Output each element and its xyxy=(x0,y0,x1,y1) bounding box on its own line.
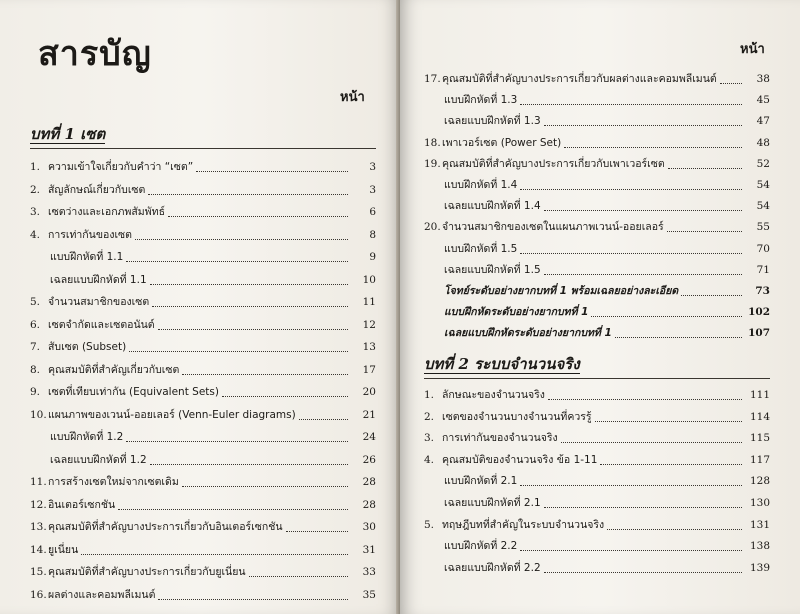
toc-entry xyxy=(30,338,376,361)
toc-entry xyxy=(424,559,770,581)
toc-entry-page: 21 xyxy=(362,408,376,421)
dot-leader xyxy=(600,464,742,465)
toc-entry-number: 4. xyxy=(424,453,435,466)
toc-entry xyxy=(424,303,770,324)
toc-entry-page: 31 xyxy=(362,543,376,556)
toc-entry-page: 139 xyxy=(749,561,770,574)
dot-leader xyxy=(196,171,348,172)
dot-leader xyxy=(148,194,348,195)
toc-entry-title: เฉลยแบบฝึกหัดที่ 1.5 xyxy=(444,263,541,276)
dot-leader xyxy=(668,168,742,169)
dot-leader xyxy=(595,421,742,422)
toc-entry-page: 30 xyxy=(362,521,376,533)
toc-entry-page: 115 xyxy=(749,432,770,445)
toc-entry xyxy=(424,494,770,516)
dot-leader xyxy=(520,104,742,105)
dot-leader xyxy=(129,351,348,352)
toc-entry-title: คุณสมบัติที่สำคัญบางประการเกี่ยวกับเพาเวอร์เซต xyxy=(442,157,665,170)
toc-entry-page: 28 xyxy=(362,498,376,511)
toc-entry-page: 6 xyxy=(369,206,376,218)
chapter-1-rule xyxy=(30,148,376,149)
dot-leader xyxy=(126,261,348,262)
toc-entry xyxy=(424,240,770,261)
toc-entry xyxy=(30,316,376,339)
dot-leader xyxy=(544,210,742,211)
toc-entry xyxy=(424,516,770,538)
toc-entry-title: แผนภาพของเวนน์-ออยเลอร์ (Venn-Euler diagrams) xyxy=(48,408,296,421)
toc-entry-page: 130 xyxy=(749,496,770,509)
toc-entry-title: โจทย์ระดับอย่างยากบทที่ 1 พร้อมเฉลยอย่างละเอียด xyxy=(444,284,679,297)
toc-entry-page: 10 xyxy=(362,273,376,286)
dot-leader xyxy=(591,316,742,317)
toc-entry-page: 55 xyxy=(756,221,770,234)
toc-entry-title: การเท่ากันของเซต xyxy=(48,228,132,241)
dot-leader xyxy=(286,531,348,532)
toc-entry xyxy=(424,218,770,239)
toc-entry-title: คุณสมบัติของจำนวนจริง ข้อ 1-11 xyxy=(442,453,598,466)
toc-entry-number: 6. xyxy=(30,318,41,331)
toc-entry-page: 8 xyxy=(369,228,376,241)
toc-entry-number: 1. xyxy=(424,389,435,401)
toc-entry-title: ทฤษฎีบทที่สำคัญในระบบจำนวนจริง xyxy=(442,518,605,531)
toc-entry-page: 33 xyxy=(362,566,376,578)
toc-entry-page: 20 xyxy=(362,386,376,398)
toc-title: สารบัญ xyxy=(38,34,152,74)
toc-entry xyxy=(30,271,376,294)
toc-entry-number: 14. xyxy=(30,543,47,556)
toc-entry xyxy=(424,282,770,303)
toc-entry-page: 48 xyxy=(756,136,770,149)
toc-entry-page: 35 xyxy=(362,588,376,601)
toc-entry-title: แบบฝึกหัดระดับอย่างยากบทที่ 1 xyxy=(444,306,589,319)
toc-entry-number: 10. xyxy=(30,408,47,421)
toc-entry xyxy=(30,496,376,519)
toc-entry-title: การสร้างเซตใหม่จากเซตเดิม xyxy=(48,476,179,488)
toc-entry-page: 138 xyxy=(749,540,770,553)
toc-entry-title: เฉลยแบบฝึกหัดที่ 1.1 xyxy=(50,273,147,286)
toc-entry-number: 5. xyxy=(424,518,435,531)
toc-entry-title: เฉลยแบบฝึกหัดระดับอย่างยากบทที่ 1 xyxy=(444,327,612,340)
toc-entry xyxy=(30,541,376,564)
toc-entry-number: 11. xyxy=(30,476,47,488)
dot-leader xyxy=(249,576,348,577)
toc-entry-page: 3 xyxy=(369,161,376,173)
dot-leader xyxy=(126,441,348,442)
dot-leader xyxy=(720,83,742,84)
dot-leader xyxy=(544,572,742,573)
chapter-2-rule xyxy=(424,378,770,379)
toc-entry xyxy=(424,324,770,345)
toc-entry-page: 114 xyxy=(749,410,770,423)
toc-entry-page: 24 xyxy=(362,431,376,443)
dot-leader xyxy=(299,419,348,420)
toc-entry-title: สับเซต (Subset) xyxy=(48,341,127,353)
toc-entry xyxy=(30,248,376,271)
dot-leader xyxy=(544,125,742,126)
toc-entry-title: ลักษณะของจำนวนจริง xyxy=(442,389,545,401)
toc-entry xyxy=(424,91,770,112)
toc-entry-number: 7. xyxy=(30,341,41,353)
chapter-2-heading: บทที่ 2 ระบบจำนวนจริง xyxy=(424,355,580,373)
toc-entry-page: 3 xyxy=(369,183,376,196)
dot-leader xyxy=(544,507,742,508)
toc-entry-page: 71 xyxy=(756,263,770,276)
toc-entry xyxy=(424,261,770,282)
toc-entry-title: เฉลยแบบฝึกหัดที่ 2.2 xyxy=(444,561,541,574)
toc-entry xyxy=(30,518,376,541)
toc-entry-title: แบบฝึกหัดที่ 1.4 xyxy=(444,178,518,191)
dot-leader xyxy=(150,284,348,285)
toc-entry-title: อินเตอร์เซกชัน xyxy=(48,498,116,511)
dot-leader xyxy=(81,554,348,555)
toc-entry xyxy=(424,70,770,91)
toc-entry-page: 28 xyxy=(362,476,376,488)
toc-entry-number: 17. xyxy=(424,73,441,85)
toc-entry-page: 107 xyxy=(748,327,770,340)
toc-entry-page: 117 xyxy=(749,453,770,466)
toc-entry-title: สัญลักษณ์เกี่ยวกับเซต xyxy=(48,183,146,196)
dot-leader xyxy=(222,396,348,397)
toc-entry xyxy=(424,429,770,451)
toc-entry-page: 131 xyxy=(749,518,770,531)
toc-entry xyxy=(30,473,376,496)
toc-entry-number: 20. xyxy=(424,221,441,234)
toc-entry xyxy=(30,226,376,249)
page-column-header-right: หน้า xyxy=(740,42,765,57)
toc-entry xyxy=(424,386,770,408)
dot-leader xyxy=(564,147,742,148)
toc-entry-title: คุณสมบัติที่สำคัญบางประการเกี่ยวกับยูเนี่ยน xyxy=(48,566,246,578)
toc-entry-title: เฉลยแบบฝึกหัดที่ 2.1 xyxy=(444,496,541,509)
chapter-1-heading: บทที่ 1 เซต xyxy=(30,125,106,143)
toc-entry xyxy=(424,472,770,494)
toc-entry xyxy=(424,112,770,133)
toc-entry-title: เฉลยแบบฝึกหัดที่ 1.3 xyxy=(444,115,541,128)
toc-entry-title: คุณสมบัติที่สำคัญเกี่ยวกับเซต xyxy=(48,363,180,376)
toc-entry-title: คุณสมบัติที่สำคัญบางประการเกี่ยวกับผลต่างและคอมพลีเมนต์ xyxy=(442,73,717,85)
dot-leader xyxy=(135,239,348,240)
toc-entry-title: แบบฝึกหัดที่ 1.3 xyxy=(444,94,518,107)
toc-entry-page: 26 xyxy=(362,453,376,466)
toc-entry-number: 3. xyxy=(30,206,41,218)
dot-leader xyxy=(168,216,348,217)
toc-entry xyxy=(424,134,770,155)
toc-entry-number: 16. xyxy=(30,588,47,601)
toc-entry-title: เพาเวอร์เซต (Power Set) xyxy=(442,136,562,149)
dot-leader xyxy=(152,306,348,307)
toc-entry-number: 18. xyxy=(424,136,441,149)
dot-leader xyxy=(681,295,742,296)
toc-entry-number: 13. xyxy=(30,521,47,533)
dot-leader xyxy=(158,599,348,600)
toc-entry-title: ผลต่างและคอมพลีเมนต์ xyxy=(48,588,156,601)
toc-entry-title: ความเข้าใจเกี่ยวกับคำว่า “เซต” xyxy=(48,161,194,173)
toc-entry xyxy=(30,586,376,609)
toc-entry-number: 15. xyxy=(30,566,47,578)
toc-entry-title: แบบฝึกหัดที่ 1.2 xyxy=(50,431,124,443)
toc-entry-page: 73 xyxy=(755,284,770,297)
dot-leader xyxy=(615,337,742,338)
toc-entry-number: 4. xyxy=(30,228,41,241)
toc-entry xyxy=(30,383,376,406)
toc-entry-page: 111 xyxy=(749,389,770,401)
toc-entry-number: 2. xyxy=(30,183,41,196)
toc-entry xyxy=(30,428,376,451)
toc-entry-page: 13 xyxy=(362,341,376,353)
toc-entry-page: 11 xyxy=(362,296,376,308)
toc-entry-title: จำนวนสมาชิกของเซตในแผนภาพเวนน์-ออยเลอร์ xyxy=(442,221,664,234)
toc-entry-number: 19. xyxy=(424,157,441,170)
toc-entry-number: 5. xyxy=(30,296,41,308)
toc-entry-number: 9. xyxy=(30,386,41,398)
right-page xyxy=(400,0,800,614)
dot-leader xyxy=(150,464,348,465)
toc-entry-title: เฉลยแบบฝึกหัดที่ 1.4 xyxy=(444,200,541,213)
toc-entry-page: 12 xyxy=(362,318,376,331)
toc-entry xyxy=(424,451,770,473)
toc-entry xyxy=(30,361,376,384)
dot-leader xyxy=(607,529,742,530)
toc-entry-title: แบบฝึกหัดที่ 1.5 xyxy=(444,242,518,255)
toc-entry xyxy=(30,406,376,429)
toc-entry-title: จำนวนสมาชิกของเซต xyxy=(48,296,150,308)
toc-entry-page: 45 xyxy=(756,94,770,107)
toc-entry-number: 3. xyxy=(424,432,435,445)
toc-entry-page: 47 xyxy=(756,115,770,128)
toc-entry-number: 2. xyxy=(424,410,435,423)
toc-entry xyxy=(30,563,376,586)
dot-leader xyxy=(561,442,742,443)
toc-entry xyxy=(30,451,376,474)
toc-list-right-bottom xyxy=(424,386,770,580)
toc-entry xyxy=(30,158,376,181)
toc-entry-title: การเท่ากันของจำนวนจริง xyxy=(442,432,558,445)
toc-entry xyxy=(424,176,770,197)
toc-entry xyxy=(424,155,770,176)
toc-entry-title: แบบฝึกหัดที่ 1.1 xyxy=(50,251,124,263)
toc-entry-title: แบบฝึกหัดที่ 2.2 xyxy=(444,540,518,553)
toc-entry-page: 38 xyxy=(756,73,770,85)
toc-entry xyxy=(424,197,770,218)
toc-entry-page: 54 xyxy=(756,200,770,213)
toc-entry-page: 17 xyxy=(362,363,376,376)
toc-entry-title: แบบฝึกหัดที่ 2.1 xyxy=(444,475,518,488)
dot-leader xyxy=(158,329,348,330)
toc-entry-page: 54 xyxy=(756,178,770,191)
toc-entry-page: 102 xyxy=(748,306,770,319)
toc-entry xyxy=(424,537,770,559)
toc-entry-title: เซตของจำนวนบางจำนวนที่ควรรู้ xyxy=(442,410,592,423)
toc-entry xyxy=(30,293,376,316)
dot-leader xyxy=(520,253,742,254)
toc-entry-page: 52 xyxy=(756,157,770,170)
dot-leader xyxy=(520,189,742,190)
dot-leader xyxy=(520,485,742,486)
toc-entry-number: 8. xyxy=(30,363,41,376)
toc-list-left xyxy=(30,158,376,608)
toc-entry-number: 1. xyxy=(30,161,41,173)
dot-leader xyxy=(544,274,742,275)
toc-entry-page: 70 xyxy=(756,242,770,255)
dot-leader xyxy=(118,509,348,510)
dot-leader xyxy=(667,231,742,232)
toc-entry-page: 128 xyxy=(749,475,770,488)
page-column-header: หน้า xyxy=(340,90,365,105)
toc-list-right-top xyxy=(424,70,770,345)
toc-entry-title: คุณสมบัติที่สำคัญบางประการเกี่ยวกับอินเตอร์เซกชัน xyxy=(48,521,283,533)
toc-entry-page: 9 xyxy=(369,251,376,263)
dot-leader xyxy=(548,399,742,400)
toc-entry-title: ยูเนี่ยน xyxy=(48,543,79,556)
toc-entry-title: เฉลยแบบฝึกหัดที่ 1.2 xyxy=(50,453,147,466)
toc-entry-title: เซตจำกัดและเซตอนันต์ xyxy=(48,318,155,331)
toc-entry xyxy=(424,408,770,430)
toc-entry xyxy=(30,181,376,204)
toc-entry-title: เซตที่เทียบเท่ากัน (Equivalent Sets) xyxy=(48,386,219,398)
toc-entry-number: 12. xyxy=(30,498,47,511)
toc-entry-title: เซตว่างและเอกภพสัมพัทธ์ xyxy=(48,206,165,218)
dot-leader xyxy=(182,486,348,487)
dot-leader xyxy=(182,374,348,375)
toc-entry xyxy=(30,203,376,226)
dot-leader xyxy=(520,550,742,551)
